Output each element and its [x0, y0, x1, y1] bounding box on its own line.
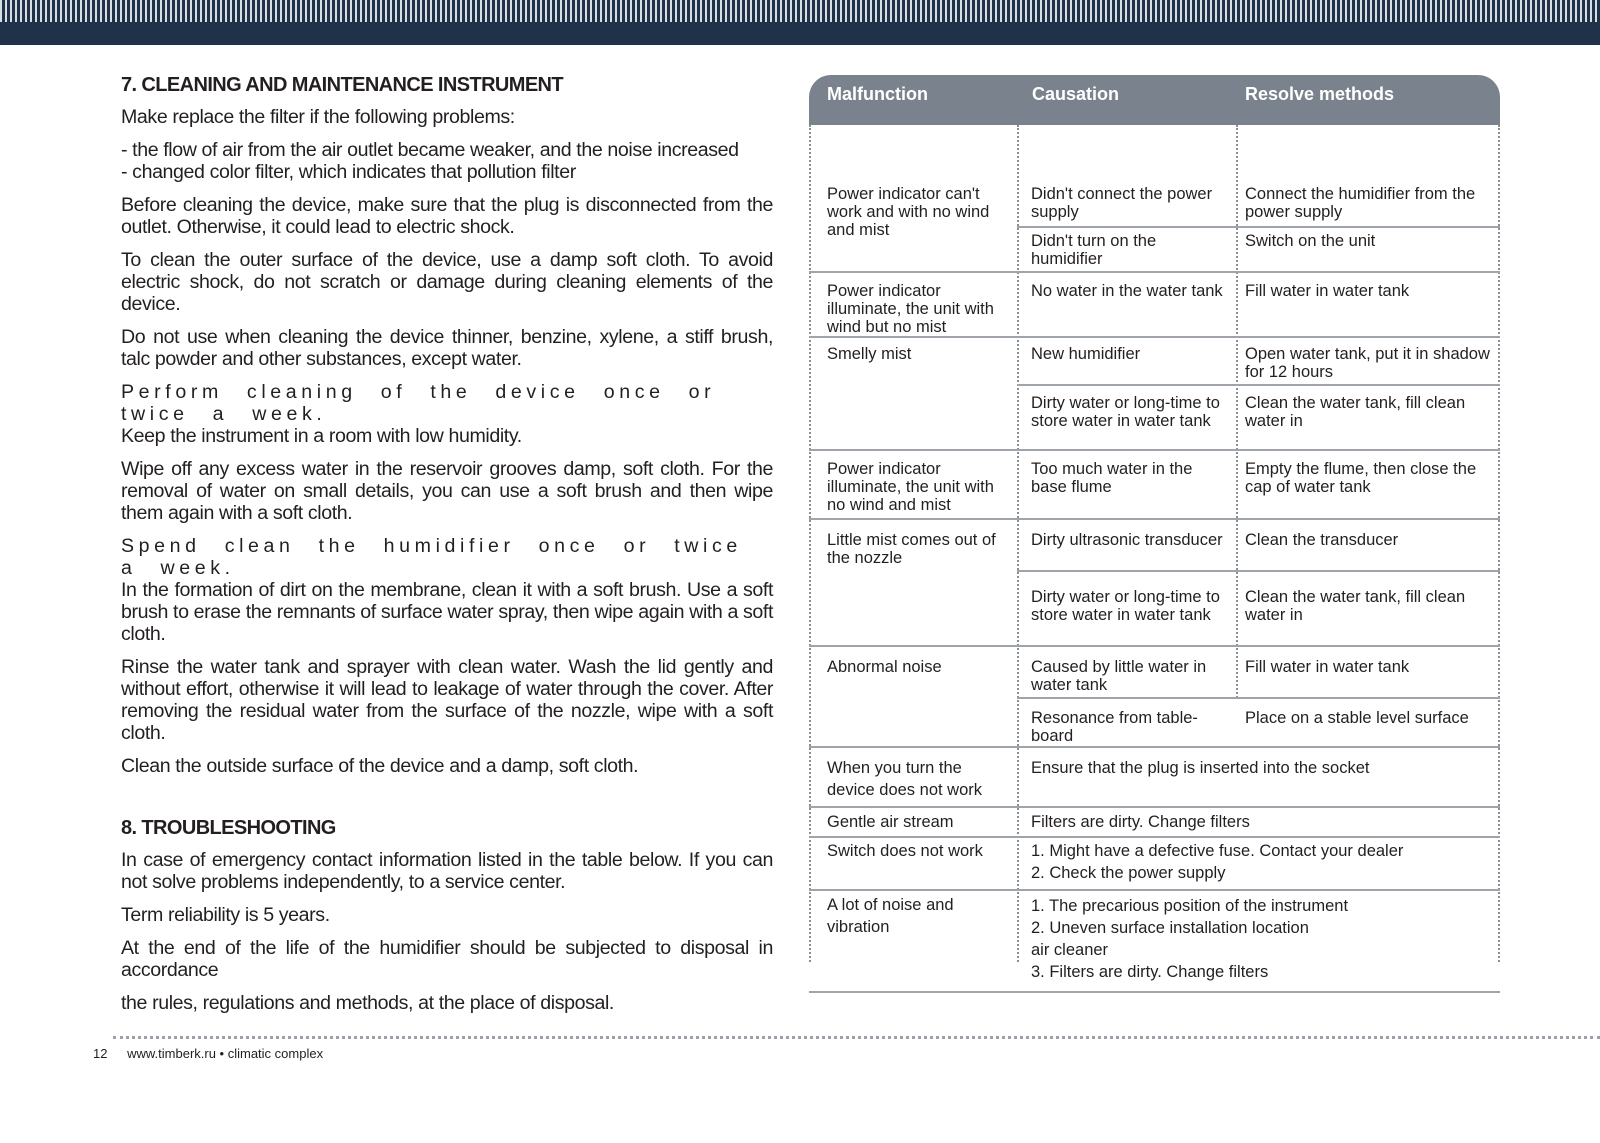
table-cell: Switch does not work — [827, 842, 983, 860]
row-divider — [1017, 384, 1500, 386]
table-cell: Power indicator illuminate, the unit with no wind and mist — [827, 460, 994, 514]
table-cell: Dirty water or long-time to store water in water tank — [1031, 394, 1220, 430]
table-cell: No water in the water tank — [1031, 282, 1223, 300]
row-divider — [809, 991, 1500, 993]
table-cell: New humidifier — [1031, 345, 1141, 363]
table-cell: Empty the flume, then close the cap of water tank — [1245, 460, 1477, 496]
table-cell: Caused by little water in water tank — [1031, 658, 1207, 694]
paragraph: Clean the outside surface of the device and a damp, soft cloth. — [121, 755, 639, 777]
row-divider — [809, 645, 1500, 647]
paragraph: Spend clean the humidifier once or twice a week. — [121, 535, 742, 579]
instructions-column — [121, 74, 773, 1014]
footer-text: www.timberk.ru • climatic complex — [127, 1046, 324, 1061]
column-header-resolve: Resolve methods — [1245, 84, 1395, 104]
table-cell: Clean the water tank, fill clean water in — [1245, 394, 1466, 430]
row-divider — [1017, 697, 1500, 699]
table-cell: Too much water in the base flume — [1031, 460, 1193, 496]
table-cell — [1017, 840, 1500, 884]
table-cell: Dirty ultrasonic transducer — [1031, 531, 1223, 549]
row-divider — [809, 836, 1500, 838]
table-cell: When you turn the device does not work — [827, 759, 983, 799]
row-divider — [809, 336, 1500, 338]
table-header — [809, 75, 1500, 125]
troubleshooting-table — [809, 75, 1500, 981]
paragraph: Term reliability is 5 years. — [121, 904, 330, 926]
table-cell: Place on a stable level surface — [1245, 709, 1469, 727]
paragraph: To clean the outer surface of the device, use a damp soft cloth. To avoid electric shock, do not scratch or damage during cleaning elements of the device. — [121, 249, 773, 315]
table-cell: Dirty water or long-time to store water in water tank — [1031, 588, 1220, 624]
section-8-title: 8. TROUBLESHOOTING — [121, 817, 336, 839]
table-cell: A lot of noise and vibration — [827, 896, 954, 936]
paragraph: Do not use when cleaning the device thinner, benzine, xylene, a stiff brush, talc powder and other substances, except water. — [121, 326, 773, 370]
table-cell: Resonance from table-board — [1031, 709, 1198, 745]
table-cell — [1017, 895, 1500, 983]
row-divider — [809, 449, 1500, 451]
cell-line: 2. Check the power supply — [1031, 864, 1226, 882]
table-cell: Power indicator illuminate, the unit with wind but no mist — [827, 282, 994, 336]
paragraph: In the formation of dirt on the membrane, clean it with a soft brush. Use a soft brush to erase the remnants of surface water spray, then wipe again with a soft cloth. — [121, 579, 773, 645]
paragraph: Perform cleaning of the device once or twice a week. — [121, 381, 716, 425]
row-divider — [809, 271, 1500, 273]
table-cell: Filters are dirty. Change filters — [1031, 813, 1250, 831]
table-body — [809, 125, 1500, 981]
header-band — [0, 0, 1600, 45]
paragraph: Make replace the filter if the following problems: — [121, 106, 515, 128]
paragraph: Keep the instrument in a room with low humidity. — [121, 425, 522, 447]
cell-line: air cleaner — [1031, 941, 1109, 959]
paragraph: Wipe off any excess water in the reservoir grooves damp, soft cloth. For the removal of water on small details, you can use a soft brush and then wipe them again with a soft cloth. — [121, 458, 773, 524]
table-cell: Abnormal noise — [827, 658, 942, 676]
table-cell: Clean the transducer — [1245, 531, 1399, 549]
paragraph: - changed color filter, which indicates that pollution filter — [121, 161, 576, 183]
row-divider — [809, 518, 1500, 520]
table-cell: Little mist comes out of the nozzle — [827, 531, 996, 567]
row-divider — [809, 746, 1500, 748]
table-cell: Fill water in water tank — [1245, 282, 1410, 300]
table-cell: Didn't turn on the humidifier — [1031, 232, 1157, 268]
paragraph: Before cleaning the device, make sure that the plug is disconnected from the outlet. Otherwise, it could lead to electric shock. — [121, 194, 773, 238]
row-divider — [809, 889, 1500, 891]
paragraph: the rules, regulations and methods, at the place of disposal. — [121, 992, 614, 1014]
row-divider — [1017, 226, 1500, 228]
row-divider — [1017, 570, 1500, 572]
table-cell: Ensure that the plug is inserted into the socket — [1031, 759, 1370, 777]
paragraph: At the end of the life of the humidifier should be subjected to disposal in accordance — [121, 937, 773, 981]
column-header-causation: Causation — [1032, 84, 1120, 104]
paragraph: - the flow of air from the air outlet became weaker, and the noise increased — [121, 139, 739, 161]
table-cell: Didn't connect the power supply — [1031, 185, 1213, 221]
cell-line: 1. Might have a defective fuse. Contact your dealer — [1031, 842, 1404, 860]
table-cell: Fill water in water tank — [1245, 658, 1410, 676]
table-cell: Gentle air stream — [827, 813, 954, 831]
table-cell: Clean the water tank, fill clean water in — [1245, 588, 1466, 624]
paragraph: In case of emergency contact information listed in the table below. If you can not solve problems independently, to a service center. — [121, 849, 773, 893]
table-cell: Smelly mist — [827, 345, 912, 363]
column-header-malfunction: Malfunction — [827, 84, 928, 104]
cell-line: 1. The precarious position of the instrument — [1031, 897, 1349, 915]
page-footer — [93, 1046, 323, 1061]
page-number: 12 — [93, 1046, 108, 1061]
row-divider — [809, 806, 1500, 808]
header-stripes — [0, 0, 1600, 22]
paragraph: Rinse the water tank and sprayer with clean water. Wash the lid gently and without effort, otherwise it will lead to leakage of water through the cover. After removing the residual water from the surface of the nozzle, wipe with a soft cloth. — [121, 656, 773, 744]
section-7-title: 7. CLEANING AND MAINTENANCE INSTRUMENT — [121, 74, 564, 96]
table-cell: Open water tank, put it in shadow for 12 hours — [1245, 345, 1490, 381]
cell-line: 2. Uneven surface installation location — [1031, 919, 1309, 937]
table-cell: Connect the humidifier from the power supply — [1245, 185, 1476, 221]
footer-divider — [113, 1036, 1600, 1039]
table-cell: Switch on the unit — [1245, 232, 1376, 250]
cell-line: 3. Filters are dirty. Change filters — [1031, 963, 1269, 981]
table-cell: Power indicator can't work and with no wind and mist — [827, 185, 990, 239]
